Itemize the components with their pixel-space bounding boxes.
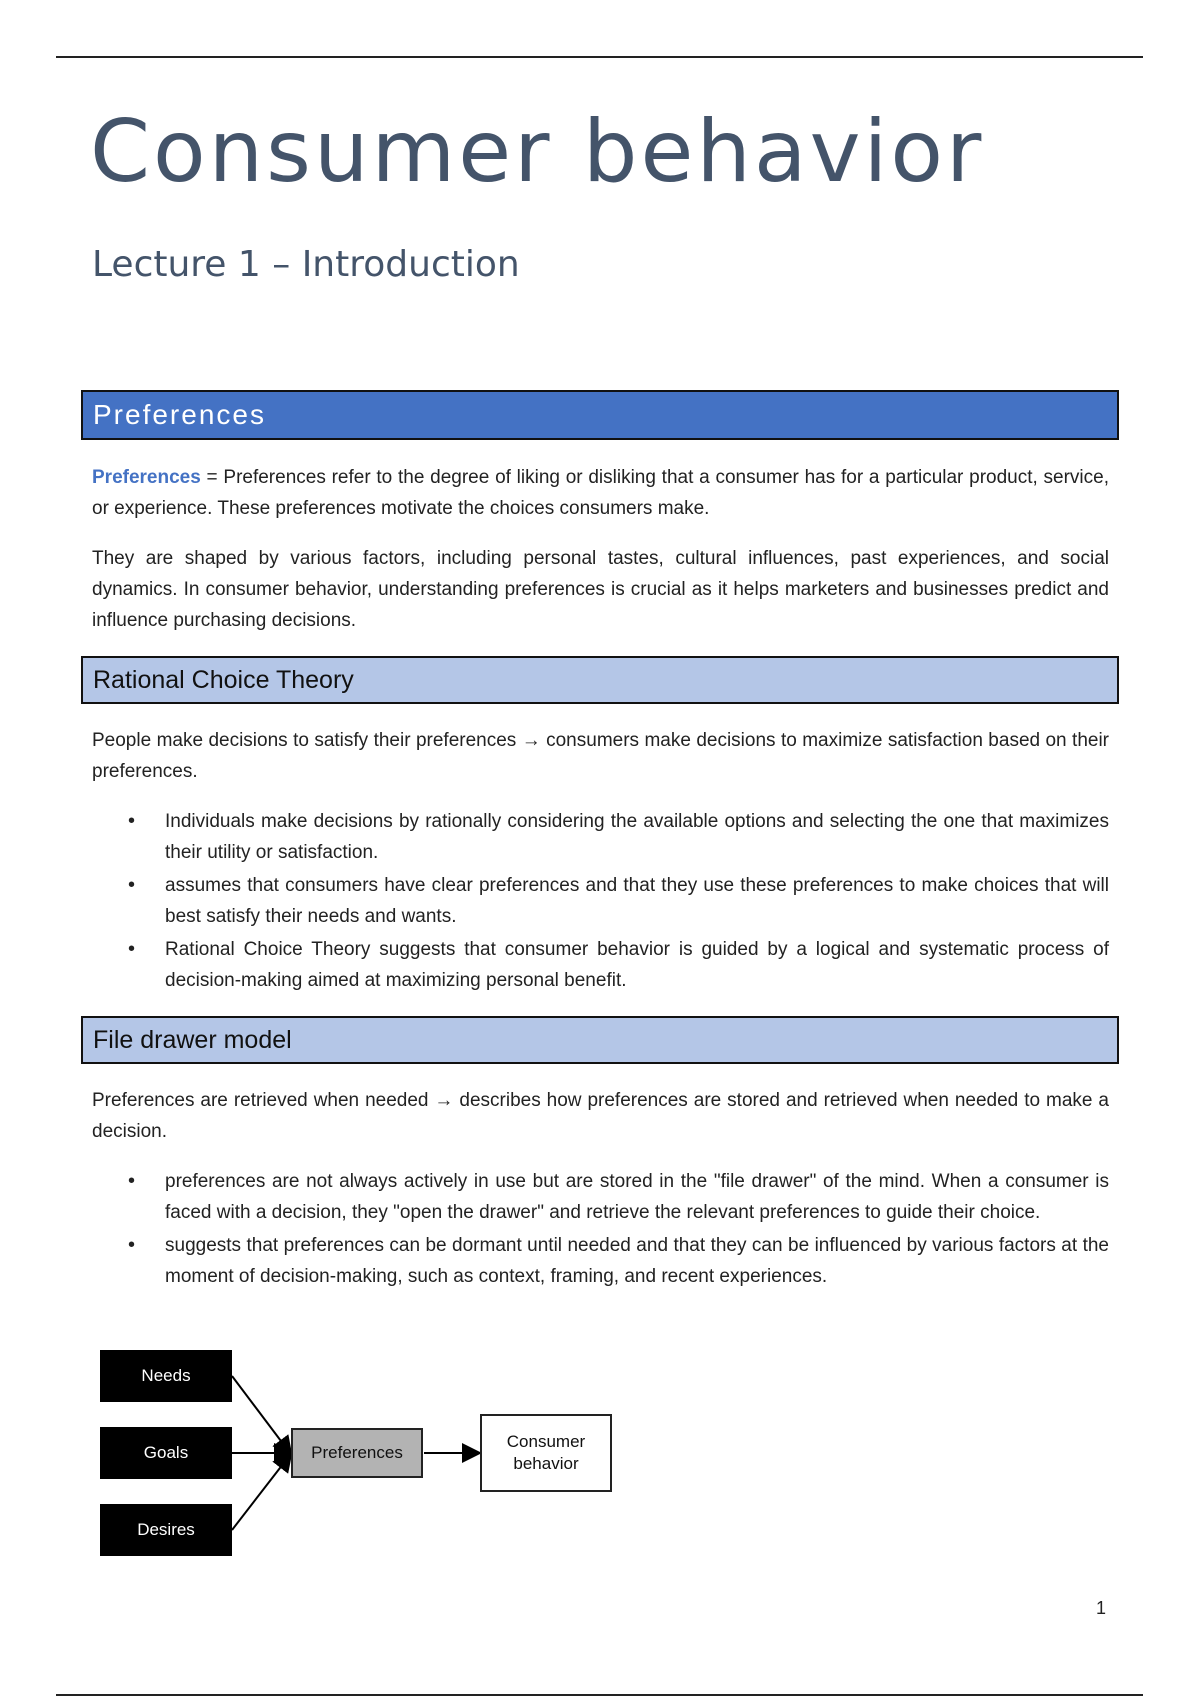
needs-box: Needs [100,1350,232,1402]
list-item: • preferences are not always actively in use but are stored in the "file drawer" of the mind. When a consumer is faced with a decision, they "open the drawer" and retrieve the relevant preferences to guide their choice. [92,1166,1109,1228]
preferences-definition [92,462,1109,524]
section-heading-file-drawer: File drawer model [81,1016,1119,1064]
list-item: • Rational Choice Theory suggests that consumer behavior is guided by a logical and systematic process of decision-making aimed at maximizing personal benefit. [92,934,1109,996]
bullet-icon: • [128,938,136,960]
list-item: • assumes that consumers have clear preferences and that they use these preferences to make choices that will best satisfy their needs and wants. [92,870,1109,932]
desires-box: Desires [100,1504,232,1556]
rational-choice-intro: People make decisions to satisfy their preferences → consumers make decisions to maximize satisfaction based on their preferences. [92,730,1109,782]
document-subtitle: Lecture 1 – Introduction [92,244,520,285]
bottom-rule [56,1694,1143,1696]
preferences-paragraph: They are shaped by various factors, including personal tastes, cultural influences, past experiences, and social dynamics. In consumer behavior, understanding preferences is crucial as it helps marketers and businesses predict and influence purchasing decisions. [92,548,1109,631]
bullet-icon: • [128,874,136,896]
desires-arrow [232,1455,290,1530]
definition-text: = Preferences refer to the degree of liking or disliking that a consumer has for a particular product, service, or experience. These preferences motivate the choices consumers make. [92,467,1109,519]
file-drawer-list [92,1166,1109,1294]
list-item: • suggests that preferences can be dormant until needed and that they can be influenced by various factors at the moment of decision-making, such as context, framing, and recent experiences. [92,1230,1109,1292]
preferences-box: Preferences [291,1428,423,1478]
needs-arrow [232,1376,290,1453]
list-item: • Individuals make decisions by rationally considering the available options and selecting the one that maximizes their utility or satisfaction. [92,806,1109,868]
goals-box: Goals [100,1427,232,1479]
document-title: Consumer behavior [90,102,985,202]
consumer-behavior-box: Consumer behavior [480,1414,612,1492]
bullet-icon: • [128,1170,136,1192]
bullet-icon: • [128,1234,136,1256]
section-heading-preferences: Preferences [81,390,1119,440]
definition-term: Preferences [92,467,201,488]
top-rule [56,56,1143,58]
section-heading-rational-choice: Rational Choice Theory [81,656,1119,704]
file-drawer-intro: Preferences are retrieved when needed → describes how preferences are stored and retrieved when needed to make a decision. [92,1090,1109,1142]
rational-choice-list [92,806,1109,998]
preferences-diagram [100,1346,620,1561]
bullet-icon: • [128,810,136,832]
page-number: 1 [1096,1598,1107,1618]
